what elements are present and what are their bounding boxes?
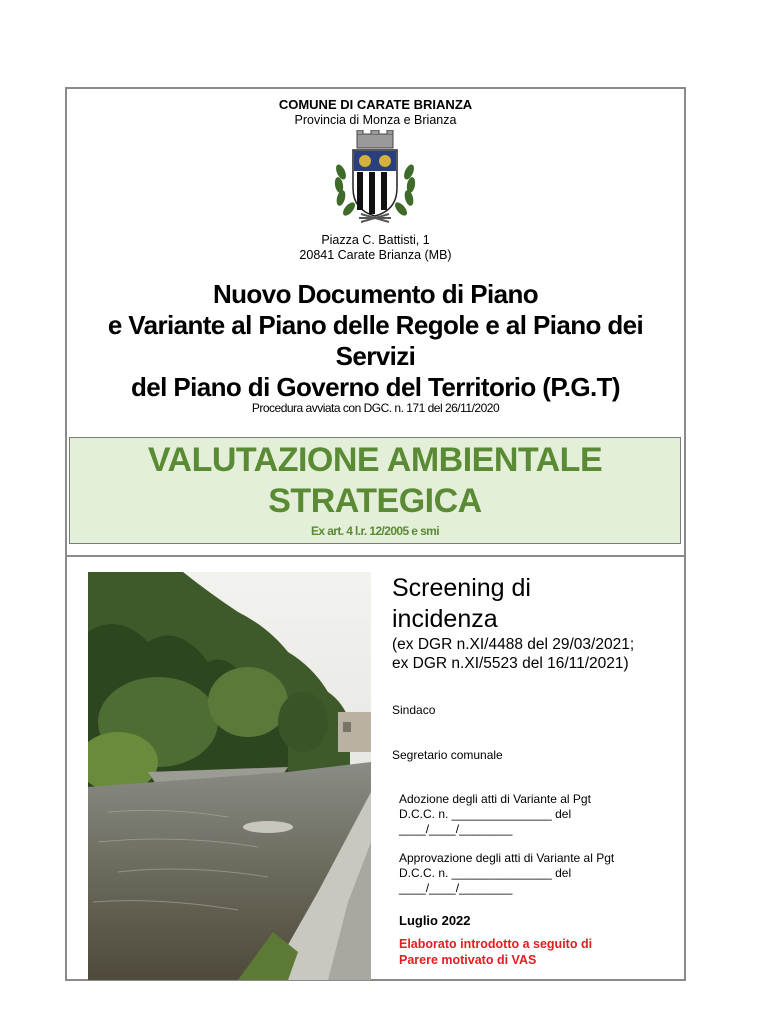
provincia-name: Provincia di Monza e Brianza (294, 113, 457, 127)
vas-banner (69, 437, 681, 544)
address-line-2: 20841 Carate Brianza (MB) (299, 248, 452, 262)
approvazione-block (399, 851, 614, 896)
segretario-label: Segretario comunale (392, 748, 503, 762)
adozione-line-2: D.C.C. n. _______________ del (399, 807, 572, 821)
adozione-line-1: Adozione degli atti di Variante al Pgt (399, 792, 591, 806)
comune-name: COMUNE DI CARATE BRIANZA (278, 97, 473, 112)
sindaco-label: Sindaco (392, 703, 436, 717)
title-line-1: Nuovo Documento di Piano (212, 279, 539, 309)
approvazione-line-3: ____/____/________ (399, 881, 513, 895)
dgr-line-1: (ex DGR n.XI/4488 del 29/03/2021; (392, 636, 635, 653)
elaborato-note (399, 936, 592, 968)
elaborato-line-1: Elaborato introdotto a seguito di (399, 937, 593, 951)
title-line-2: e Variante al Piano delle Regole e al Piano dei (107, 310, 644, 340)
coat-of-arms-icon (331, 130, 419, 228)
elaborato-line-2: Parere motivato di VAS (399, 953, 537, 967)
adozione-block (399, 792, 591, 837)
screening-title (392, 573, 531, 635)
screening-line-1: Screening di (392, 574, 531, 602)
address-line-1: Piazza C. Battisti, 1 (321, 233, 430, 247)
procedura-note: Procedura avviata con DGC. n. 171 del 26/11/2020 (251, 401, 500, 415)
approvazione-line-1: Approvazione degli atti di Variante al Pgt (399, 851, 615, 865)
title-line-3: Servizi (335, 341, 416, 371)
title-line-4: del Piano di Governo del Territorio (P.G.T) (131, 372, 620, 402)
screening-line-2: incidenza (392, 605, 498, 633)
dgr-line-2: ex DGR n.XI/5523 del 16/11/2021) (392, 655, 629, 672)
section-divider (65, 555, 686, 557)
document-title (65, 279, 686, 403)
river-photo (88, 572, 371, 980)
document-date: Luglio 2022 (399, 913, 471, 928)
dgr-reference (392, 635, 634, 673)
vas-title-line-2: STRATEGICA (268, 482, 482, 520)
vas-title-line-1: VALUTAZIONE AMBIENTALE (147, 441, 603, 479)
approvazione-line-2: D.C.C. n. _______________ del (399, 866, 572, 880)
vas-subtitle: Ex art. 4 l.r. 12/2005 e smi (311, 524, 439, 538)
adozione-line-3: ____/____/________ (399, 822, 513, 836)
